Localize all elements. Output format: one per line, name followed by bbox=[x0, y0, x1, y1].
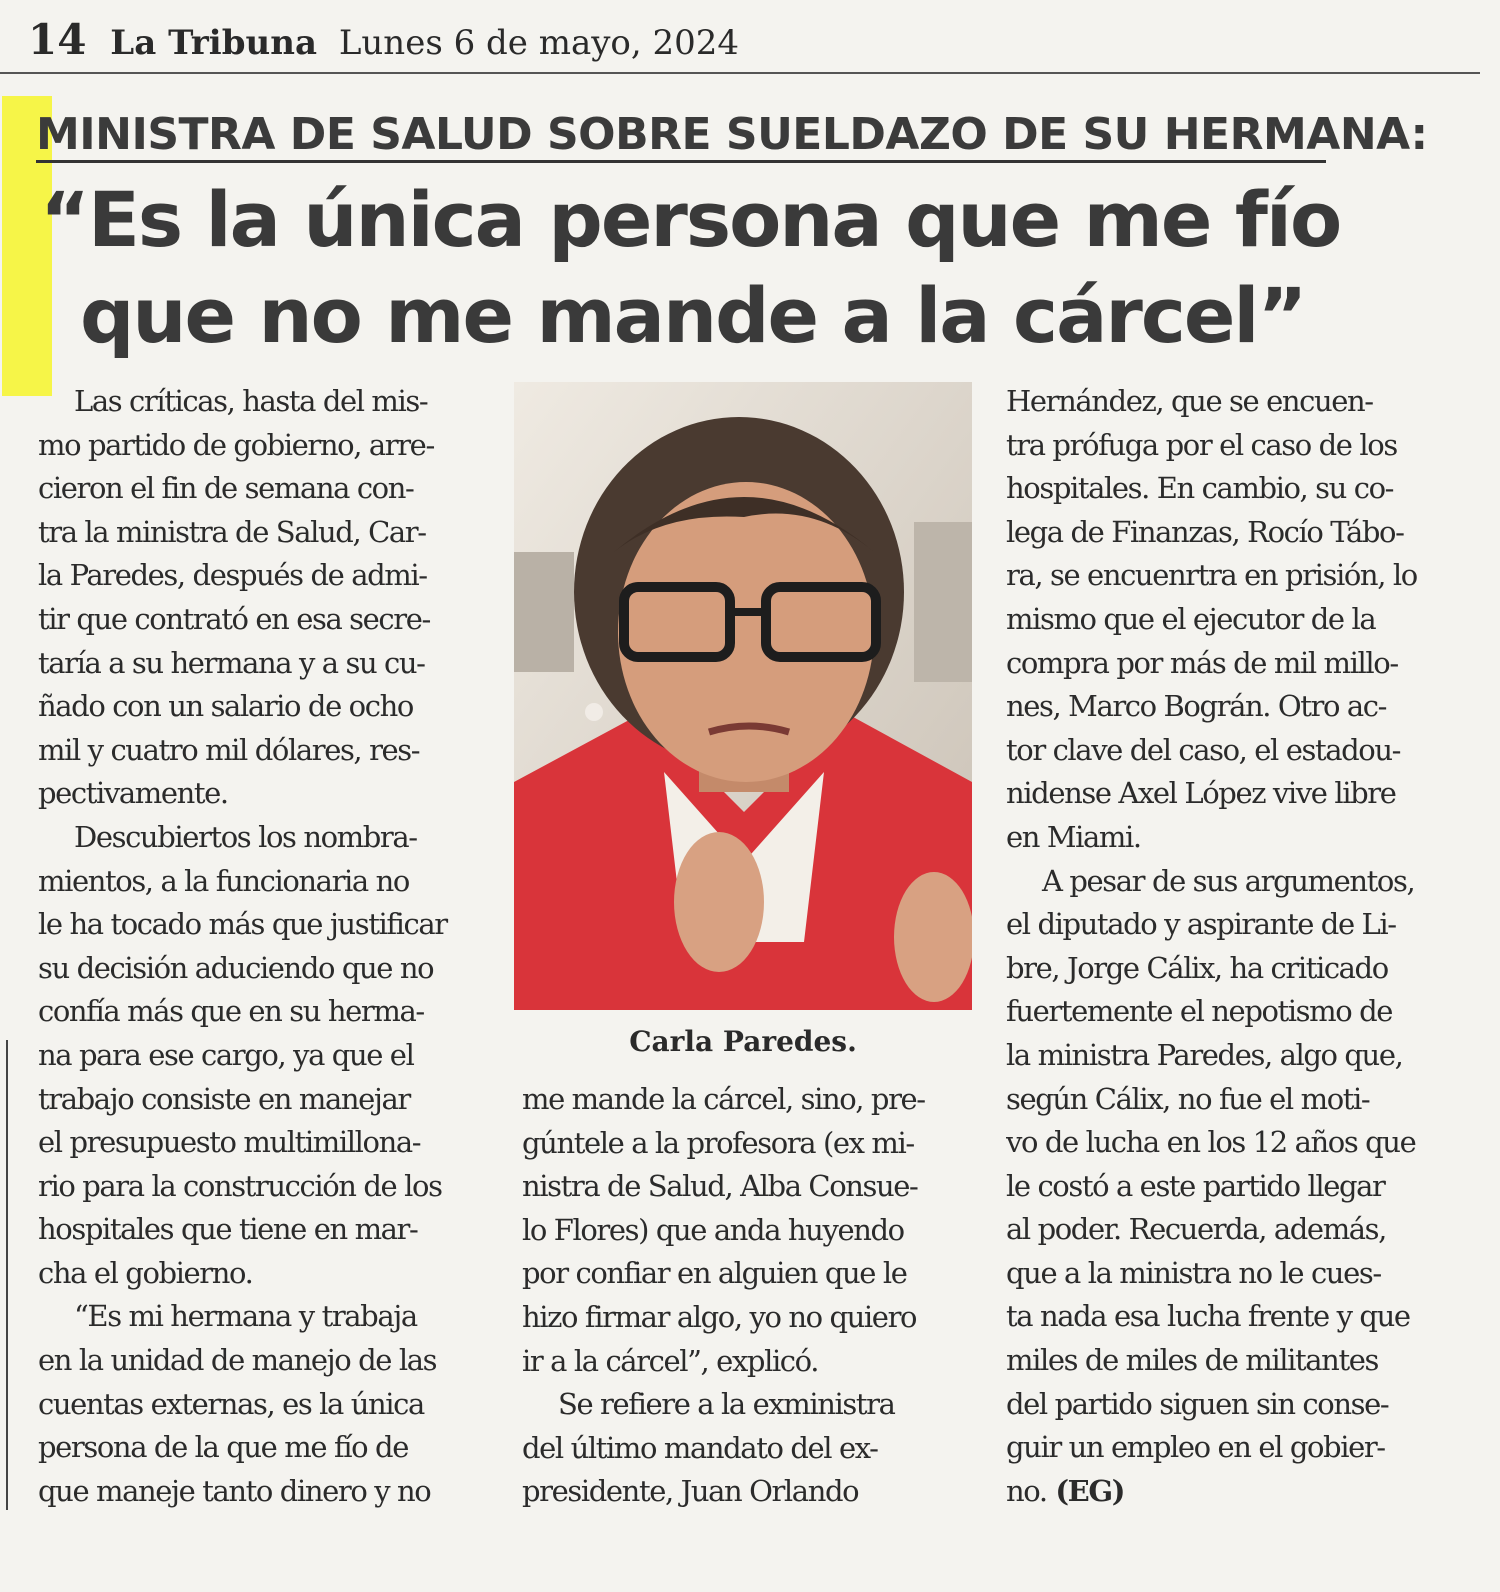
article-text-line: tra la ministra de Salud, Car- bbox=[38, 514, 426, 549]
article-text-line: hospitales. En cambio, su co- bbox=[1006, 471, 1394, 506]
article-text-line: la ministra Paredes, algo que, bbox=[1006, 1037, 1403, 1072]
article-text-line: nistra de Salud, Alba Consue- bbox=[522, 1169, 918, 1204]
article-text-line: le ha tocado más que justificar bbox=[38, 907, 447, 942]
column-rule bbox=[6, 1040, 8, 1510]
page-number: 14 bbox=[28, 15, 87, 64]
header-rule bbox=[0, 72, 1480, 74]
article-text-line: Hernández, que se encuen- bbox=[1006, 384, 1373, 418]
article-text-line: “Es mi hermana y trabaja bbox=[74, 1299, 417, 1334]
headline-line-2: que no me mande a la cárcel” bbox=[80, 271, 1306, 360]
article-text-line: mo partido de gobierno, arre- bbox=[38, 427, 434, 462]
article-text-line: tra prófuga por el caso de los bbox=[1006, 427, 1397, 462]
article-text-line: cieron el fin de semana con- bbox=[38, 471, 414, 506]
article-text-line: su decisión aduciendo que no bbox=[38, 950, 434, 985]
article-text-line: hizo firmar algo, yo no quiero bbox=[522, 1299, 917, 1334]
author-credit: (EG) bbox=[1046, 1473, 1125, 1508]
article-text-line: ra, se encuenrtra en prisión, lo bbox=[1006, 558, 1417, 593]
article-text-line: lo Flores) que anda huyendo bbox=[522, 1212, 904, 1247]
article-text-line: vo de lucha en los 12 años que bbox=[1006, 1125, 1416, 1160]
article-text-line: que a la ministra no le cues- bbox=[1006, 1255, 1381, 1290]
article-text-line: taría a su hermana y a su cu- bbox=[38, 645, 425, 680]
article-text-line: el diputado y aspirante de Li- bbox=[1006, 907, 1396, 942]
article-text-line: compra por más de mil millo- bbox=[1006, 645, 1398, 680]
article-column-3 bbox=[1006, 380, 1454, 1513]
article-text-line: rio para la construcción de los bbox=[38, 1168, 442, 1203]
article-text-line: nes, Marco Bográn. Otro ac- bbox=[1006, 689, 1387, 724]
article-text-line: nidense Axel López vive libre bbox=[1006, 776, 1396, 811]
article-text-line: lega de Finanzas, Rocío Tábo- bbox=[1006, 514, 1404, 549]
article-text-line: en la unidad de manejo de las bbox=[38, 1343, 437, 1378]
article-text-line: hospitales que tiene en mar- bbox=[38, 1212, 418, 1247]
newspaper-name: La Tribuna bbox=[110, 23, 317, 63]
article-text-line: mil y cuatro mil dólares, res- bbox=[38, 732, 420, 767]
page-header bbox=[28, 14, 1478, 72]
publication-date: Lunes 6 de mayo, 2024 bbox=[338, 23, 740, 63]
article-text-line: tor clave del caso, el estadou- bbox=[1006, 732, 1401, 767]
article-text-line: gúntele a la profesora (ex mi- bbox=[522, 1125, 914, 1160]
article-text-line: Se refiere a la exministra bbox=[558, 1387, 895, 1422]
article-column-2 bbox=[522, 1078, 970, 1514]
headline-line-1: “Es la única persona que me fío bbox=[40, 175, 1341, 264]
article-text-line: según Cálix, no fue el moti- bbox=[1006, 1081, 1370, 1116]
article-text-line: ta nada esa lucha frente y que bbox=[1006, 1299, 1410, 1334]
article-text-line: cha el gobierno. bbox=[38, 1255, 253, 1290]
article-headline bbox=[40, 172, 1470, 364]
portrait-illustration bbox=[514, 382, 972, 1010]
article-text-line: mientos, a la funcionaria no bbox=[38, 863, 409, 898]
article-text-line: le costó a este partido llegar bbox=[1006, 1168, 1385, 1203]
article-text-line: Descubiertos los nombra- bbox=[74, 819, 417, 854]
photo-caption: Carla Paredes. bbox=[629, 1025, 857, 1058]
article-text-line: cuentas externas, es la única bbox=[38, 1386, 424, 1421]
article-text-line: na para ese cargo, ya que el bbox=[38, 1037, 414, 1072]
article-text-line: me mande la cárcel, sino, pre- bbox=[522, 1082, 925, 1116]
article-text-line: no. (EG) bbox=[1006, 1473, 1125, 1508]
article-text-line: en Miami. bbox=[1006, 819, 1141, 854]
article-text-line: persona de la que me fío de bbox=[38, 1430, 408, 1465]
article-text-line: presidente, Juan Orlando bbox=[522, 1474, 859, 1509]
article-text-line: del partido siguen sin conse- bbox=[1006, 1386, 1389, 1421]
article-text-line: Las críticas, hasta del mis- bbox=[74, 384, 428, 418]
article-text-line: ir a la cárcel”, explicó. bbox=[522, 1343, 819, 1378]
article-text-line: por confiar en alguien que le bbox=[522, 1256, 907, 1291]
article-column-1 bbox=[38, 380, 486, 1513]
article-text-line: la Paredes, después de admi- bbox=[38, 558, 427, 593]
article-text-line: que maneje tanto dinero y no bbox=[38, 1473, 431, 1508]
article-text-line: trabajo consiste en manejar bbox=[38, 1081, 410, 1116]
portrait-photo bbox=[514, 382, 972, 1010]
article-text-line: del último mandato del ex- bbox=[522, 1430, 878, 1465]
article-text-line: pectivamente. bbox=[38, 776, 228, 811]
article-text-line: A pesar de sus argumentos, bbox=[1042, 863, 1415, 898]
kicker-underline bbox=[36, 160, 1326, 163]
article-text-line: el presupuesto multimillona- bbox=[38, 1125, 421, 1160]
article-text-line: mismo que el ejecutor de la bbox=[1006, 601, 1376, 636]
article-text-line: miles de miles de militantes bbox=[1006, 1343, 1378, 1378]
article-text-line: confía más que en su herma- bbox=[38, 994, 424, 1029]
article-kicker: MINISTRA DE SALUD SOBRE SUELDAZO DE SU HERMANA: bbox=[36, 109, 1428, 160]
article-text-line: ñado con un salario de ocho bbox=[38, 689, 413, 724]
article-text-line: bre, Jorge Cálix, ha criticado bbox=[1006, 950, 1388, 985]
article-text-line: guir un empleo en el gobier- bbox=[1006, 1430, 1385, 1465]
article-text-line: fuertemente el nepotismo de bbox=[1006, 994, 1393, 1029]
article-text-line: al poder. Recuerda, además, bbox=[1006, 1212, 1386, 1247]
article-text-line: tir que contrató en esa secre- bbox=[38, 601, 430, 636]
